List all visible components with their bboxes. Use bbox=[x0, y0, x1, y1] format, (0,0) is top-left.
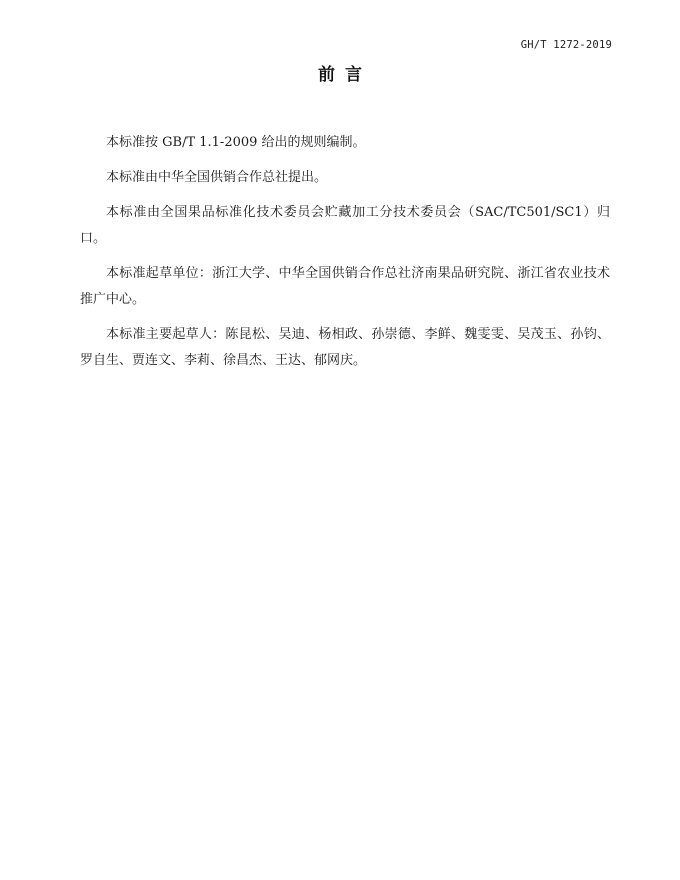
document-code: GH/T 1272-2019 bbox=[520, 39, 612, 51]
paragraph-drafting-units: 本标准起草单位：浙江大学、中华全国供销合作总社济南果品研究院、浙江省农业技术推广中心。 bbox=[80, 266, 610, 307]
page-title: 前言 bbox=[318, 65, 372, 85]
document-body bbox=[80, 130, 610, 383]
paragraph-drafters: 本标准主要起草人：陈昆松、吴迪、杨相政、孙崇德、李鲜、魏雯雯、吴茂玉、孙钧、罗自生、贾连文、李莉、徐昌杰、王达、郁网庆。 bbox=[80, 327, 610, 368]
paragraph-proposer: 本标准由中华全国供销合作总社提出。 bbox=[106, 170, 328, 185]
paragraph-drafting-rules: 本标准按 GB/T 1.1-2009 给出的规则编制。 bbox=[106, 135, 366, 150]
paragraph-centralized-unit: 本标准由全国果品标准化技术委员会贮藏加工分技术委员会（SAC/TC501/SC1）归口。 bbox=[80, 205, 610, 246]
